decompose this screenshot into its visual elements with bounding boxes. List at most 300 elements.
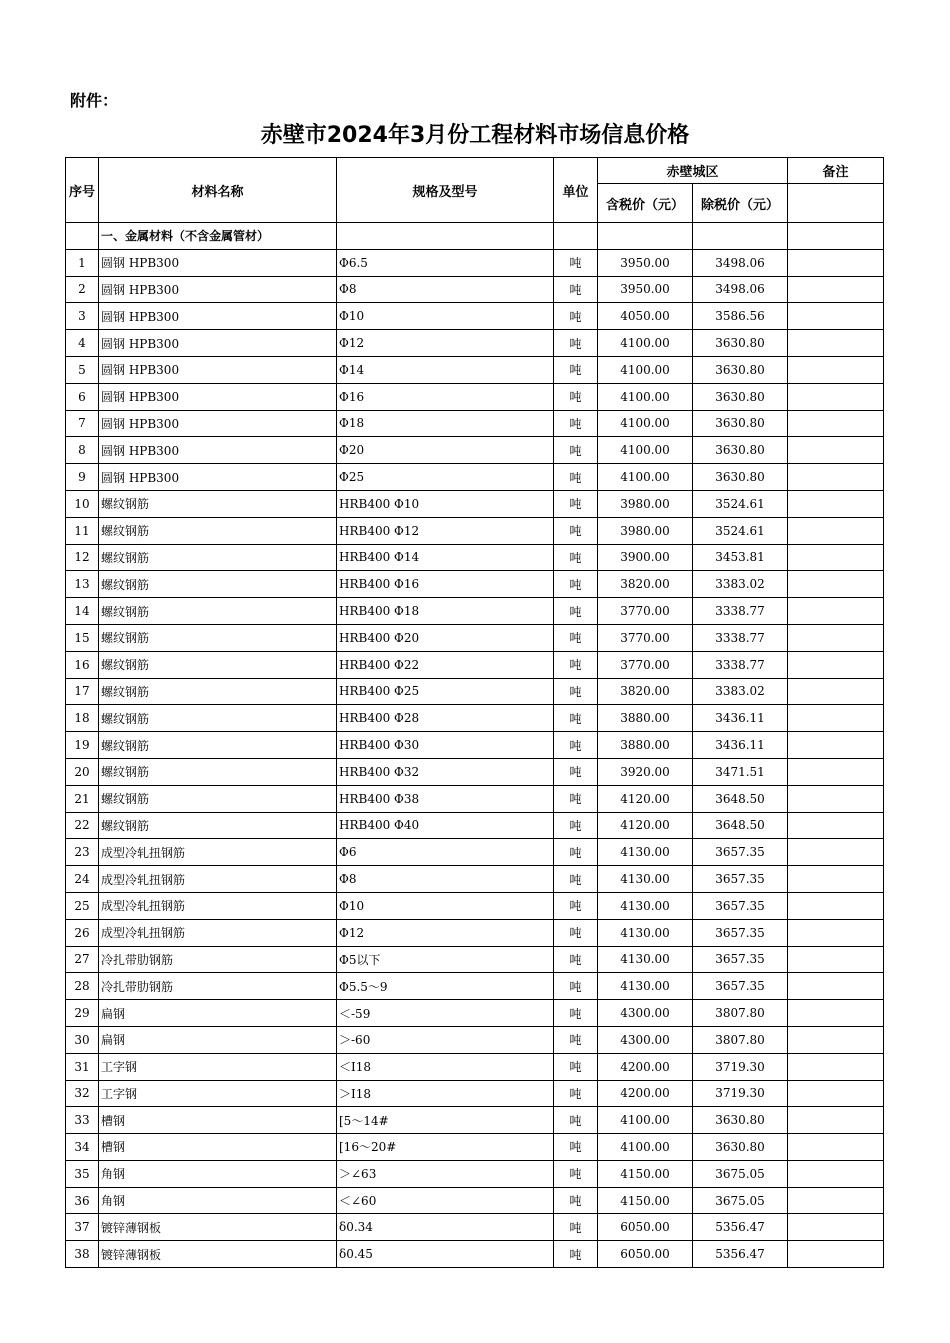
row-note (788, 1026, 884, 1053)
row-note (788, 624, 884, 651)
row-spec: ＞∠63 (337, 1160, 554, 1187)
row-seq: 18 (66, 705, 99, 732)
price-table (65, 157, 884, 1268)
row-material-name: 扁钢 (99, 1026, 337, 1053)
row-unit: 吨 (554, 1080, 598, 1107)
row-note (788, 464, 884, 491)
row-spec: Φ8 (337, 276, 554, 303)
table-row (66, 785, 884, 812)
row-price-notax: 3524.61 (693, 517, 788, 544)
row-spec: [16～20# (337, 1134, 554, 1161)
table-row (66, 651, 884, 678)
table-row (66, 1026, 884, 1053)
table-row (66, 303, 884, 330)
row-seq: 12 (66, 544, 99, 571)
table-row (66, 946, 884, 973)
row-price-notax: 3657.35 (693, 946, 788, 973)
row-price-notax: 3657.35 (693, 892, 788, 919)
row-note (788, 383, 884, 410)
row-price-notax: 3675.05 (693, 1187, 788, 1214)
row-price-tax: 4130.00 (598, 946, 693, 973)
row-material-name: 成型冷轧扭钢筋 (99, 892, 337, 919)
table-row (66, 973, 884, 1000)
row-material-name: 圆钢 HPB300 (99, 356, 337, 383)
page-title: 赤壁市2024年3月份工程材料市场信息价格 (260, 123, 690, 148)
attachment-label: 附件： (70, 91, 119, 110)
row-price-notax: 3383.02 (693, 678, 788, 705)
row-price-notax: 3719.30 (693, 1080, 788, 1107)
row-price-notax: 5356.47 (693, 1241, 788, 1268)
row-price-tax: 4100.00 (598, 356, 693, 383)
row-unit: 吨 (554, 892, 598, 919)
row-note (788, 598, 884, 625)
row-price-tax: 6050.00 (598, 1214, 693, 1241)
row-price-tax: 4120.00 (598, 812, 693, 839)
row-unit: 吨 (554, 812, 598, 839)
row-material-name: 圆钢 HPB300 (99, 303, 337, 330)
row-note (788, 571, 884, 598)
table-row (66, 544, 884, 571)
row-price-notax: 3807.80 (693, 1000, 788, 1027)
row-price-notax: 3657.35 (693, 866, 788, 893)
table-row (66, 732, 884, 759)
row-note (788, 946, 884, 973)
row-spec: ＜∠60 (337, 1187, 554, 1214)
row-seq: 38 (66, 1241, 99, 1268)
row-spec: HRB400 Φ32 (337, 758, 554, 785)
row-price-notax: 3719.30 (693, 1053, 788, 1080)
row-spec: ＜-59 (337, 1000, 554, 1027)
row-unit: 吨 (554, 249, 598, 276)
row-note (788, 1241, 884, 1268)
row-unit: 吨 (554, 1134, 598, 1161)
row-spec: ＞Ⅰ18 (337, 1080, 554, 1107)
row-price-tax: 4130.00 (598, 866, 693, 893)
table-row (66, 1107, 884, 1134)
table-row (66, 464, 884, 491)
table-row (66, 1000, 884, 1027)
table-row (66, 437, 884, 464)
row-material-name: 成型冷轧扭钢筋 (99, 839, 337, 866)
row-price-notax: 3436.11 (693, 732, 788, 759)
row-price-tax: 4130.00 (598, 839, 693, 866)
row-note (788, 705, 884, 732)
row-unit: 吨 (554, 705, 598, 732)
row-unit: 吨 (554, 919, 598, 946)
row-material-name: 冷扎带肋钢筋 (99, 973, 337, 1000)
table-row (66, 410, 884, 437)
row-seq: 14 (66, 598, 99, 625)
row-price-notax: 3383.02 (693, 571, 788, 598)
table-row (66, 812, 884, 839)
row-spec: Φ6 (337, 839, 554, 866)
row-unit: 吨 (554, 866, 598, 893)
row-spec: Φ20 (337, 437, 554, 464)
row-note (788, 410, 884, 437)
row-material-name: 角钢 (99, 1160, 337, 1187)
section-row (66, 223, 884, 250)
row-material-name: 工字钢 (99, 1080, 337, 1107)
header-price-notax: 除税价（元） (693, 184, 788, 223)
row-spec: HRB400 Φ14 (337, 544, 554, 571)
row-price-tax: 4100.00 (598, 330, 693, 357)
row-price-tax: 3880.00 (598, 705, 693, 732)
row-note (788, 973, 884, 1000)
row-note (788, 437, 884, 464)
table-row (66, 839, 884, 866)
header-name: 材料名称 (99, 158, 337, 223)
row-price-tax: 4150.00 (598, 1160, 693, 1187)
row-material-name: 工字钢 (99, 1053, 337, 1080)
row-price-tax: 3820.00 (598, 678, 693, 705)
table-row (66, 1214, 884, 1241)
row-note (788, 330, 884, 357)
row-seq: 33 (66, 1107, 99, 1134)
row-price-tax: 4300.00 (598, 1000, 693, 1027)
row-note (788, 892, 884, 919)
row-unit: 吨 (554, 758, 598, 785)
row-price-notax: 3630.80 (693, 330, 788, 357)
row-unit: 吨 (554, 1000, 598, 1027)
row-spec: Φ12 (337, 330, 554, 357)
table-row (66, 892, 884, 919)
row-price-tax: 3980.00 (598, 490, 693, 517)
row-price-tax: 4100.00 (598, 464, 693, 491)
row-spec: HRB400 Φ28 (337, 705, 554, 732)
row-price-tax: 4300.00 (598, 1026, 693, 1053)
row-material-name: 镀锌薄钢板 (99, 1241, 337, 1268)
row-price-notax: 3586.56 (693, 303, 788, 330)
row-price-notax: 3498.06 (693, 249, 788, 276)
row-unit: 吨 (554, 678, 598, 705)
row-price-tax: 3770.00 (598, 624, 693, 651)
row-material-name: 螺纹钢筋 (99, 571, 337, 598)
row-seq: 30 (66, 1026, 99, 1053)
row-spec: Φ14 (337, 356, 554, 383)
row-seq: 6 (66, 383, 99, 410)
row-note (788, 249, 884, 276)
row-seq: 8 (66, 437, 99, 464)
table-row (66, 678, 884, 705)
row-price-tax: 4100.00 (598, 1107, 693, 1134)
row-seq: 26 (66, 919, 99, 946)
row-material-name: 螺纹钢筋 (99, 812, 337, 839)
row-spec: HRB400 Φ40 (337, 812, 554, 839)
row-price-notax: 3524.61 (693, 490, 788, 517)
row-price-tax: 4100.00 (598, 1134, 693, 1161)
row-unit: 吨 (554, 651, 598, 678)
row-seq: 34 (66, 1134, 99, 1161)
row-material-name: 螺纹钢筋 (99, 678, 337, 705)
row-seq: 9 (66, 464, 99, 491)
table-row (66, 1080, 884, 1107)
row-price-notax: 3498.06 (693, 276, 788, 303)
row-spec: Φ5.5～9 (337, 973, 554, 1000)
row-seq: 15 (66, 624, 99, 651)
row-spec: Φ25 (337, 464, 554, 491)
section-title: 一、金属材料（不含金属管材） (99, 223, 337, 250)
table-row (66, 919, 884, 946)
row-unit: 吨 (554, 571, 598, 598)
row-seq: 5 (66, 356, 99, 383)
row-price-notax: 3657.35 (693, 839, 788, 866)
row-note (788, 651, 884, 678)
row-seq: 19 (66, 732, 99, 759)
row-note (788, 517, 884, 544)
row-seq: 16 (66, 651, 99, 678)
row-price-tax: 6050.00 (598, 1241, 693, 1268)
row-note (788, 1000, 884, 1027)
table-row (66, 249, 884, 276)
row-price-tax: 4100.00 (598, 437, 693, 464)
row-price-notax: 3630.80 (693, 437, 788, 464)
row-seq: 3 (66, 303, 99, 330)
table-row (66, 571, 884, 598)
row-unit: 吨 (554, 490, 598, 517)
row-price-tax: 3980.00 (598, 517, 693, 544)
row-price-notax: 3648.50 (693, 785, 788, 812)
row-material-name: 螺纹钢筋 (99, 758, 337, 785)
row-price-tax: 4130.00 (598, 892, 693, 919)
row-spec: Φ10 (337, 892, 554, 919)
row-seq: 24 (66, 866, 99, 893)
row-price-tax: 4130.00 (598, 919, 693, 946)
row-spec: HRB400 Φ16 (337, 571, 554, 598)
row-note (788, 1107, 884, 1134)
row-seq: 13 (66, 571, 99, 598)
header-spec: 规格及型号 (337, 158, 554, 223)
row-seq: 4 (66, 330, 99, 357)
table-row (66, 276, 884, 303)
row-price-tax: 3880.00 (598, 732, 693, 759)
row-unit: 吨 (554, 946, 598, 973)
row-price-notax: 3630.80 (693, 410, 788, 437)
row-seq: 22 (66, 812, 99, 839)
row-note (788, 490, 884, 517)
row-unit: 吨 (554, 544, 598, 571)
row-material-name: 圆钢 HPB300 (99, 249, 337, 276)
row-seq: 28 (66, 973, 99, 1000)
row-material-name: 成型冷轧扭钢筋 (99, 919, 337, 946)
row-price-tax: 3900.00 (598, 544, 693, 571)
row-material-name: 螺纹钢筋 (99, 651, 337, 678)
row-seq: 25 (66, 892, 99, 919)
row-price-notax: 3630.80 (693, 1107, 788, 1134)
row-seq: 37 (66, 1214, 99, 1241)
section-seq-blank (66, 223, 99, 250)
row-unit: 吨 (554, 732, 598, 759)
table-row (66, 1187, 884, 1214)
row-seq: 35 (66, 1160, 99, 1187)
row-material-name: 螺纹钢筋 (99, 544, 337, 571)
row-note (788, 866, 884, 893)
row-unit: 吨 (554, 839, 598, 866)
row-material-name: 圆钢 HPB300 (99, 410, 337, 437)
row-seq: 23 (66, 839, 99, 866)
row-note (788, 919, 884, 946)
row-material-name: 冷扎带肋钢筋 (99, 946, 337, 973)
row-price-notax: 3807.80 (693, 1026, 788, 1053)
row-price-tax: 3950.00 (598, 276, 693, 303)
section-blank (598, 223, 693, 250)
header-note: 备注 (788, 158, 884, 184)
row-material-name: 螺纹钢筋 (99, 785, 337, 812)
row-unit: 吨 (554, 624, 598, 651)
row-material-name: 圆钢 HPB300 (99, 437, 337, 464)
row-note (788, 303, 884, 330)
row-price-notax: 3630.80 (693, 356, 788, 383)
row-price-tax: 4100.00 (598, 383, 693, 410)
table-row (66, 1160, 884, 1187)
table-row (66, 330, 884, 357)
row-material-name: 螺纹钢筋 (99, 517, 337, 544)
header-unit: 单位 (554, 158, 598, 223)
section-blank (693, 223, 788, 250)
row-seq: 31 (66, 1053, 99, 1080)
row-unit: 吨 (554, 276, 598, 303)
row-unit: 吨 (554, 1241, 598, 1268)
row-price-notax: 3648.50 (693, 812, 788, 839)
row-spec: HRB400 Φ20 (337, 624, 554, 651)
row-note (788, 1080, 884, 1107)
row-price-notax: 3436.11 (693, 705, 788, 732)
row-unit: 吨 (554, 1160, 598, 1187)
row-material-name: 镀锌薄钢板 (99, 1214, 337, 1241)
row-price-notax: 3338.77 (693, 651, 788, 678)
row-material-name: 螺纹钢筋 (99, 598, 337, 625)
row-spec: δ0.34 (337, 1214, 554, 1241)
table-row (66, 383, 884, 410)
row-spec: HRB400 Φ18 (337, 598, 554, 625)
row-spec: Φ5以下 (337, 946, 554, 973)
table-row (66, 490, 884, 517)
row-unit: 吨 (554, 973, 598, 1000)
row-spec: HRB400 Φ30 (337, 732, 554, 759)
table-row (66, 624, 884, 651)
row-price-notax: 3630.80 (693, 464, 788, 491)
row-note (788, 839, 884, 866)
row-note (788, 1214, 884, 1241)
row-spec: HRB400 Φ12 (337, 517, 554, 544)
row-spec: [5～14# (337, 1107, 554, 1134)
header-note-blank (788, 184, 884, 223)
row-spec: Φ10 (337, 303, 554, 330)
row-price-tax: 4200.00 (598, 1053, 693, 1080)
row-seq: 36 (66, 1187, 99, 1214)
row-note (788, 276, 884, 303)
row-note (788, 758, 884, 785)
table-row (66, 866, 884, 893)
row-price-tax: 3950.00 (598, 249, 693, 276)
row-seq: 20 (66, 758, 99, 785)
row-price-notax: 3338.77 (693, 624, 788, 651)
row-unit: 吨 (554, 517, 598, 544)
header-price-tax: 含税价（元） (598, 184, 693, 223)
row-note (788, 812, 884, 839)
table-row (66, 1053, 884, 1080)
row-material-name: 螺纹钢筋 (99, 732, 337, 759)
row-spec: HRB400 Φ38 (337, 785, 554, 812)
row-price-tax: 3770.00 (598, 651, 693, 678)
row-seq: 11 (66, 517, 99, 544)
row-price-notax: 3453.81 (693, 544, 788, 571)
row-material-name: 螺纹钢筋 (99, 490, 337, 517)
row-unit: 吨 (554, 383, 598, 410)
row-material-name: 螺纹钢筋 (99, 705, 337, 732)
header-seq: 序号 (66, 158, 99, 223)
row-note (788, 732, 884, 759)
row-spec: Φ12 (337, 919, 554, 946)
row-seq: 1 (66, 249, 99, 276)
row-price-notax: 3630.80 (693, 1134, 788, 1161)
row-material-name: 槽钢 (99, 1134, 337, 1161)
row-material-name: 圆钢 HPB300 (99, 464, 337, 491)
row-price-notax: 3630.80 (693, 383, 788, 410)
row-unit: 吨 (554, 356, 598, 383)
row-spec: HRB400 Φ25 (337, 678, 554, 705)
section-blank (788, 223, 884, 250)
row-note (788, 785, 884, 812)
row-material-name: 槽钢 (99, 1107, 337, 1134)
row-unit: 吨 (554, 598, 598, 625)
row-price-tax: 3920.00 (598, 758, 693, 785)
row-note (788, 356, 884, 383)
table-row (66, 598, 884, 625)
row-material-name: 扁钢 (99, 1000, 337, 1027)
row-material-name: 成型冷轧扭钢筋 (99, 866, 337, 893)
row-seq: 7 (66, 410, 99, 437)
row-seq: 21 (66, 785, 99, 812)
row-spec: Φ18 (337, 410, 554, 437)
row-price-notax: 3471.51 (693, 758, 788, 785)
row-seq: 10 (66, 490, 99, 517)
row-material-name: 圆钢 HPB300 (99, 330, 337, 357)
table-row (66, 705, 884, 732)
row-unit: 吨 (554, 410, 598, 437)
row-unit: 吨 (554, 1107, 598, 1134)
row-unit: 吨 (554, 1053, 598, 1080)
row-unit: 吨 (554, 330, 598, 357)
row-spec: HRB400 Φ22 (337, 651, 554, 678)
row-price-tax: 3820.00 (598, 571, 693, 598)
row-spec: ＜Ⅰ18 (337, 1053, 554, 1080)
row-spec: Φ6.5 (337, 249, 554, 276)
row-note (788, 1053, 884, 1080)
row-spec: HRB400 Φ10 (337, 490, 554, 517)
row-material-name: 圆钢 HPB300 (99, 383, 337, 410)
row-unit: 吨 (554, 1187, 598, 1214)
section-blank (337, 223, 554, 250)
row-unit: 吨 (554, 437, 598, 464)
table-row (66, 758, 884, 785)
table-row (66, 1134, 884, 1161)
row-price-tax: 4120.00 (598, 785, 693, 812)
row-spec: Φ16 (337, 383, 554, 410)
row-note (788, 678, 884, 705)
row-seq: 32 (66, 1080, 99, 1107)
row-price-tax: 4130.00 (598, 973, 693, 1000)
row-seq: 27 (66, 946, 99, 973)
row-price-notax: 3657.35 (693, 919, 788, 946)
row-note (788, 1187, 884, 1214)
row-seq: 29 (66, 1000, 99, 1027)
row-spec: δ0.45 (337, 1241, 554, 1268)
row-note (788, 544, 884, 571)
header-region: 赤壁城区 (598, 158, 788, 184)
row-unit: 吨 (554, 785, 598, 812)
row-spec: ＞-60 (337, 1026, 554, 1053)
row-price-tax: 4200.00 (598, 1080, 693, 1107)
